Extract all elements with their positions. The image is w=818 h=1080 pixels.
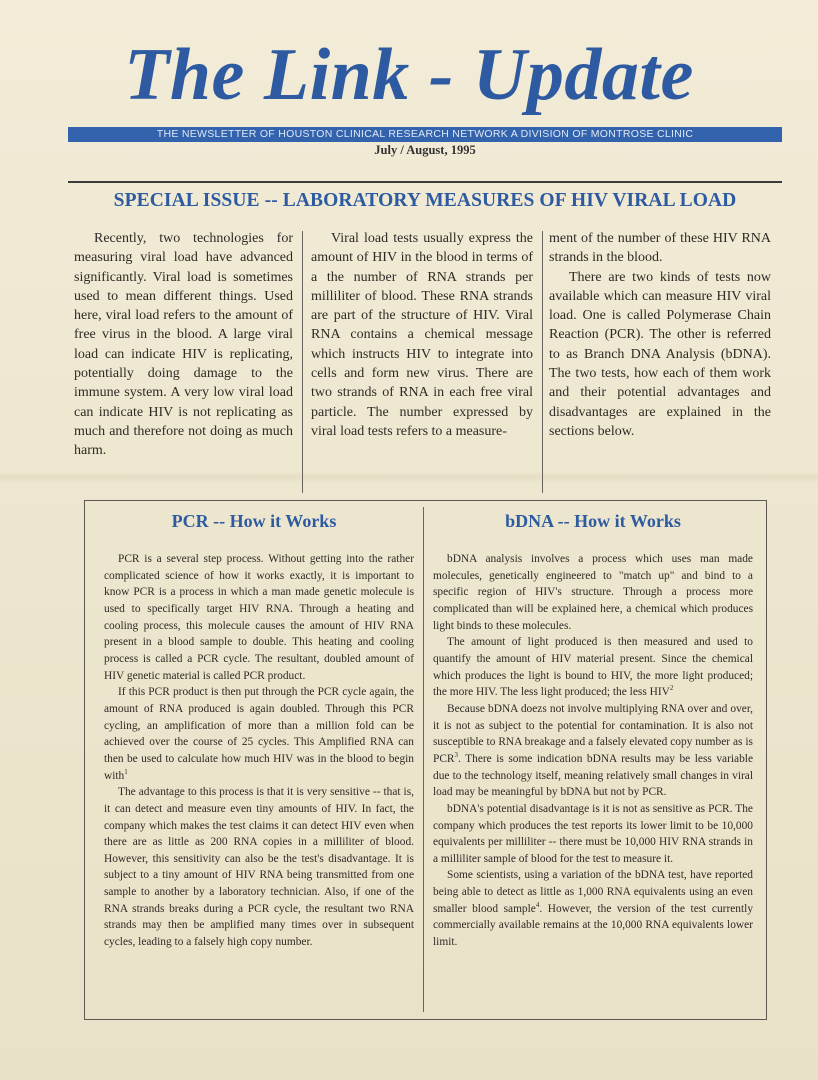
divider-rule <box>68 181 782 183</box>
intro-column-2 <box>311 229 533 441</box>
bdna-paragraph: bDNA analysis involves a process which uses man made molecules, genetically engineered to "match up" and bind to a specific region of HIV's structure. Through a process more complicated than will be explained here, a chemical which produces light binds to these molecules. <box>433 553 753 632</box>
intro-paragraph: Viral load tests usually express the amount of HIV in the blood in terms of a the number of RNA strands per milliliter of blood. These RNA strands are part of the structure of HIV. Viral RNA contains a chemical message which instructs HIV to integrate into cells and form new virus. There are two strands of RNA in each free viral particle. The number expressed by viral load tests refers to a measure- <box>311 231 533 439</box>
footnote-marker: 4 <box>535 900 540 909</box>
pcr-paragraph <box>104 684 414 784</box>
intro-column-3 <box>549 229 771 441</box>
pcr-paragraph: The advantage to this process is that it is very sensitive -- that is, it can detect and measure even tiny amounts of HIV. In fact, the company which makes the test claims it can detect HIV even when there are as little as 200 RNA copies in a milliliter of blood. However, this sensitivity can also be the test's disadvantage. It is subject to a tiny amount of HIV RNA being transmitted from one sample to another by a laboratory technician. Also, if one of the RNA strands breaks during a PCR cycle, the resultant two RNA strands may then be amplified many times over in subsequent cycles, leading to a falsely high copy number. <box>104 786 414 949</box>
issue-date: July / August, 1995 <box>374 143 476 157</box>
bdna-text: Because bDNA doezs not involve multiplying RNA over and over, it is not as subject to the potential for contamination. It is also not susceptible to RNA breakage and a falsely elevated copy number as is PCR <box>433 702 753 765</box>
pcr-column <box>104 551 414 951</box>
bdna-text: . However, the version of the test currently commercially available remains at the 10,000 RNA equivalents lower limit. <box>433 902 754 949</box>
intro-paragraph: ment of the number of these HIV RNA strands in the blood. <box>549 231 771 266</box>
pcr-heading: PCR -- How it Works <box>171 511 337 531</box>
footnote-marker: 1 <box>124 767 128 776</box>
intro-column-1 <box>74 229 293 461</box>
bdna-text: The amount of light produced is then measured and used to quantify the amount of HIV material present. Since the chemical which produces the light is bound to HIV, the more light produced; the more HIV. The less light produced; the less HIV <box>433 636 753 699</box>
bdna-heading: bDNA -- How it Works <box>505 511 681 531</box>
column-divider <box>302 231 303 493</box>
box-divider <box>423 507 424 1012</box>
bdna-paragraph <box>433 701 753 801</box>
pcr-paragraph: PCR is a several step process. Without getting into the rather complicated science of how it works exactly, it is important to know PCR is a process in which a man made genetic molecule is used to specifically target HIV RNA. Through a heating and cooling process, this molecule causes the amount of HIV RNA present in a blood sample to double. This heating and cooling process is called a PCR cycle. The resultant, doubled amount of HIV genetic material is called PCR product. <box>104 553 414 682</box>
footnote-marker: 2 <box>669 684 674 693</box>
bdna-column <box>433 551 753 951</box>
intro-paragraph: Recently, two technologies for measuring viral load have advanced significantly. Viral load is sometimes used to mean different things. Used here, viral load refers to the amount of free virus in the blood. A large viral load can indicate HIV is replicating, potentially doing damage to the immune system. A very low viral load can indicate HIV is not replicating as much and therefore not doing as much harm. <box>74 231 293 459</box>
column-divider <box>542 231 543 493</box>
masthead-title: The Link - Update <box>124 34 694 116</box>
bdna-paragraph <box>433 867 753 950</box>
bdna-paragraph: bDNA's potential disadvantage is it is not as sensitive as PCR. The company which produces the test reports its lower limit to be 10,000 equivalents per milliliter -- there must be 10,000 HIV RNA strands in a milliliter sample of blood for the test to measure it. <box>433 802 753 865</box>
intro-paragraph: There are two kinds of tests now available which can measure HIV viral load. One is called Polymerase Chain Reaction (PCR). The other is referred to as Branch DNA Analysis (bDNA). The two tests, how each of them work and their potential advantages and disadvantages are explained in the sections below. <box>549 269 771 439</box>
bdna-text: Some scientists, using a variation of the bDNA test, have reported being able to detect as little as 1,000 RNA equivalents using an even smaller blood sample <box>433 869 753 915</box>
bdna-paragraph <box>433 634 753 701</box>
masthead-subtitle-bar: THE NEWSLETTER OF HOUSTON CLINICAL RESEARCH NETWORK A DIVISION OF MONTROSE CLINIC <box>68 127 782 142</box>
pcr-text: If this PCR product is then put through the PCR cycle again, the amount of RNA produced is again doubled. Through this PCR cycling, an amplification of more than a million fold can be achieved over the course of 25 cycles. This Amplified RNA can then be used to calculate how much HIV was in the blood to begin with <box>104 686 414 782</box>
special-issue-title: SPECIAL ISSUE -- LABORATORY MEASURES OF HIV VIRAL LOAD <box>113 190 737 211</box>
bdna-text: . There is some indication bDNA results may be less variable due to the technology itself, meaning relatively small changes in viral load may be meaningful by bDNA but not by PCR. <box>433 752 753 799</box>
footnote-marker: 3 <box>454 751 459 760</box>
